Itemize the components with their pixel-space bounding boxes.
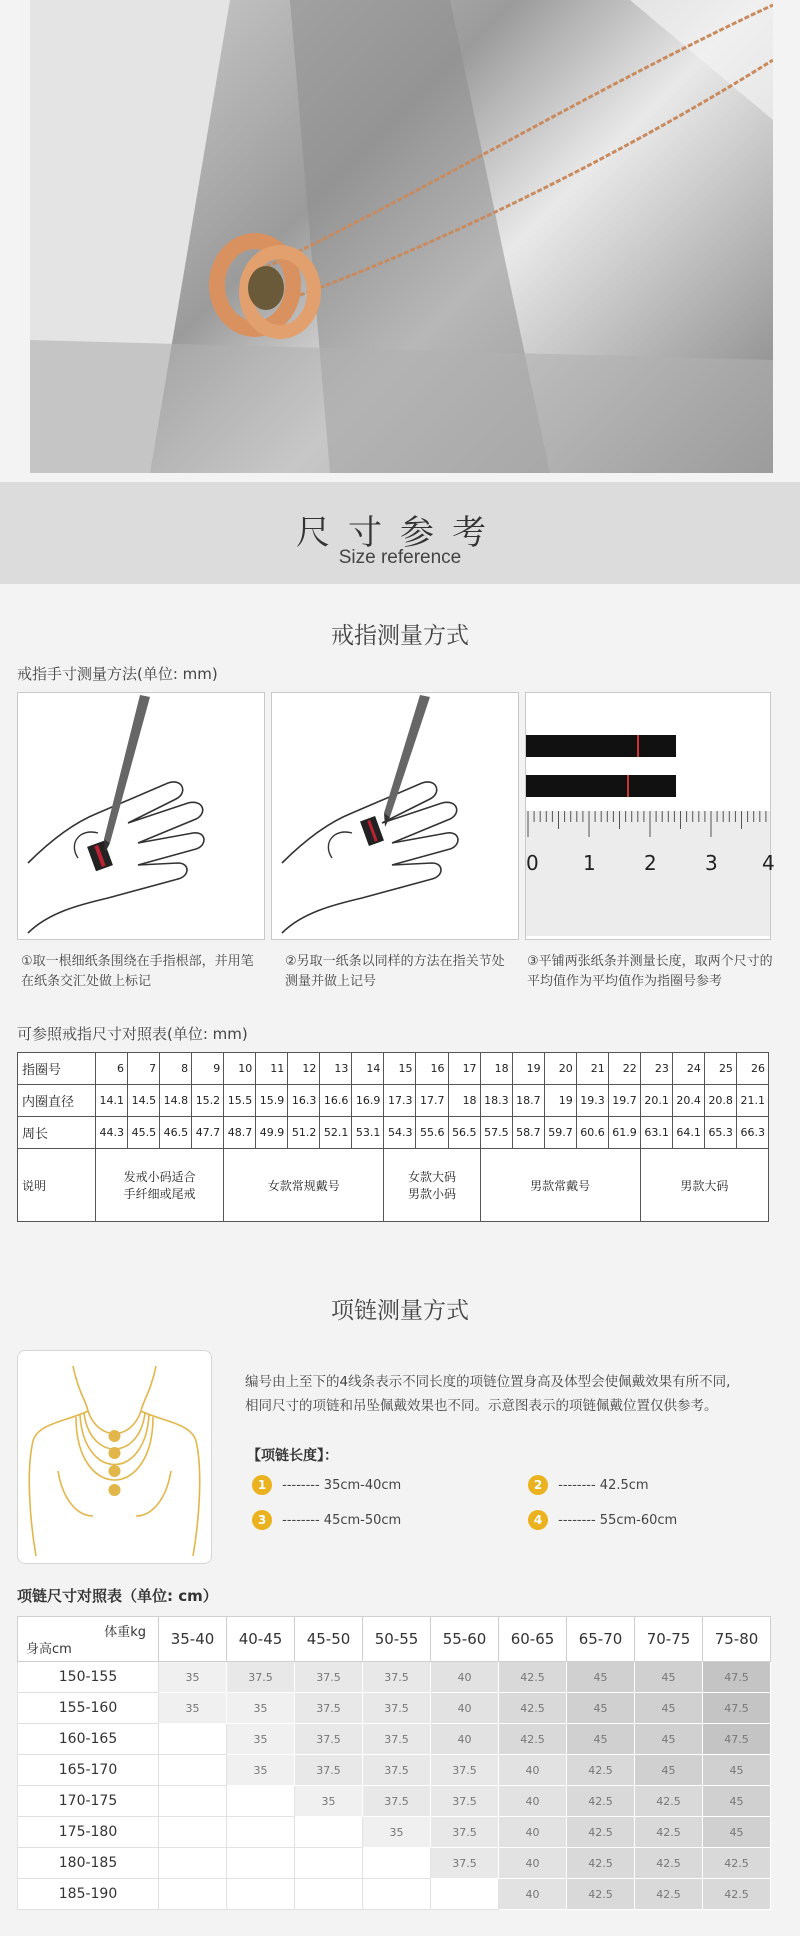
table-cell: 20.8 — [704, 1085, 736, 1117]
table-cell: 20 — [544, 1053, 576, 1085]
ruler-number-3: 3 — [705, 851, 718, 875]
table-cell: 45 — [567, 1724, 635, 1755]
length-text: -------- 35cm-40cm — [282, 1478, 402, 1493]
table-cell: 66.3 — [736, 1117, 768, 1149]
table-cell: 45 — [567, 1693, 635, 1724]
table-cell: 35 — [227, 1755, 295, 1786]
weight-header: 45-50 — [295, 1617, 363, 1662]
table-cell: 37.5 — [363, 1786, 431, 1817]
page-subtitle: Size reference — [338, 547, 462, 568]
table-cell: 45 — [635, 1755, 703, 1786]
table-cell: 37.5 — [295, 1693, 363, 1724]
ring-step2-illustration — [271, 692, 519, 940]
table-cell: 35 — [227, 1724, 295, 1755]
table-cell: 51.2 — [288, 1117, 320, 1149]
table-cell: 18.3 — [480, 1085, 512, 1117]
table-cell: 12 — [288, 1053, 320, 1085]
number-badge: 4 — [528, 1510, 548, 1530]
table-cell: 42.5 — [635, 1817, 703, 1848]
table-cell: 42.5 — [703, 1879, 771, 1910]
table-cell: 49.9 — [256, 1117, 288, 1149]
table-cell: 42.5 — [567, 1848, 635, 1879]
table-cell: 19 — [544, 1085, 576, 1117]
table-cell: 48.7 — [224, 1117, 256, 1149]
table-cell: 18.7 — [512, 1085, 544, 1117]
table-cell — [431, 1879, 499, 1910]
table-cell: 42.5 — [499, 1662, 567, 1693]
weight-axis-label: 体重kg — [104, 1625, 146, 1640]
table-cell: 46.5 — [160, 1117, 192, 1149]
ring-section-title: 戒指测量方式 — [331, 623, 469, 649]
table-cell: 45 — [703, 1786, 771, 1817]
table-row — [18, 1848, 771, 1879]
table-cell: 19 — [512, 1053, 544, 1085]
height-header: 180-185 — [18, 1848, 159, 1879]
table-cell: 44.3 — [96, 1117, 128, 1149]
page-title: 尺寸参考 — [296, 513, 504, 553]
table-cell: 42.5 — [567, 1786, 635, 1817]
table-cell: 14.1 — [96, 1085, 128, 1117]
table-cell: 17 — [448, 1053, 480, 1085]
table-cell: 6 — [96, 1053, 128, 1085]
table-cell: 45 — [635, 1693, 703, 1724]
table-cell: 47.5 — [703, 1693, 771, 1724]
ruler-number-0: 0 — [526, 851, 539, 875]
table-cell: 64.1 — [672, 1117, 704, 1149]
table-cell: 40 — [499, 1755, 567, 1786]
table-cell: 15.2 — [192, 1085, 224, 1117]
table-cell: 15.9 — [256, 1085, 288, 1117]
table-cell: 20.1 — [640, 1085, 672, 1117]
table-cell: 54.3 — [384, 1117, 416, 1149]
table-cell: 45 — [703, 1755, 771, 1786]
necklace-desc-line2: 相同尺寸的项链和吊坠佩戴效果也不同。示意图表示的项链佩戴位置仅供参考。 — [245, 1398, 718, 1414]
table-cell: 42.5 — [499, 1693, 567, 1724]
table-cell: 37.5 — [363, 1755, 431, 1786]
table-cell: 20.4 — [672, 1085, 704, 1117]
ring-step1-text: ①取一根细纸条围绕在手指根部，并用笔在纸条交汇处做上标记 — [21, 954, 254, 989]
length-text: -------- 42.5cm — [558, 1478, 649, 1493]
height-header: 170-175 — [18, 1786, 159, 1817]
table-cell: 37.5 — [431, 1817, 499, 1848]
table-cell — [363, 1848, 431, 1879]
length-legend-1 — [252, 1475, 401, 1495]
table-cell: 18 — [448, 1085, 480, 1117]
table-cell: 37.5 — [363, 1662, 431, 1693]
ring-step3-illustration — [525, 692, 775, 940]
table-cell: 59.7 — [544, 1117, 576, 1149]
table-cell: 23 — [640, 1053, 672, 1085]
table-cell: 35 — [363, 1817, 431, 1848]
weight-header: 35-40 — [159, 1617, 227, 1662]
table-cell: 35 — [159, 1693, 227, 1724]
table-cell: 45 — [635, 1724, 703, 1755]
table-cell: 14.8 — [160, 1085, 192, 1117]
table-cell: 37.5 — [295, 1724, 363, 1755]
length-text: -------- 45cm-50cm — [282, 1513, 402, 1528]
table-cell: 37.5 — [363, 1693, 431, 1724]
table-cell: 37.5 — [363, 1724, 431, 1755]
table-cell: 7 — [128, 1053, 160, 1085]
table-cell: 37.5 — [431, 1848, 499, 1879]
ring-step2-text: ②另取一纸条以同样的方法在指关节处测量并做上记号 — [285, 954, 505, 989]
table-cell: 17.7 — [416, 1085, 448, 1117]
table-cell: 10 — [224, 1053, 256, 1085]
height-header: 175-180 — [18, 1817, 159, 1848]
table-row — [18, 1755, 771, 1786]
necklace-table-label: 项链尺寸对照表（单位: cm） — [17, 1587, 218, 1605]
table-cell: 42.5 — [635, 1848, 703, 1879]
necklace-size-table — [17, 1616, 771, 1910]
table-row — [18, 1786, 771, 1817]
table-cell: 37.5 — [227, 1662, 295, 1693]
table-cell: 56.5 — [448, 1117, 480, 1149]
weight-header: 50-55 — [363, 1617, 431, 1662]
table-cell: 42.5 — [567, 1817, 635, 1848]
table-cell: 22 — [608, 1053, 640, 1085]
height-header: 160-165 — [18, 1724, 159, 1755]
table-cell: 21 — [576, 1053, 608, 1085]
height-header: 150-155 — [18, 1662, 159, 1693]
table-cell: 15.5 — [224, 1085, 256, 1117]
necklace-section-title: 项链测量方式 — [331, 1298, 469, 1324]
table-cell: 17.3 — [384, 1085, 416, 1117]
table-cell: 19.7 — [608, 1085, 640, 1117]
ring-table-diameter-row — [18, 1085, 769, 1117]
weight-header: 60-65 — [499, 1617, 567, 1662]
table-cell: 16.3 — [288, 1085, 320, 1117]
table-row — [18, 1662, 771, 1693]
table-cell: 42.5 — [567, 1755, 635, 1786]
row-header: 内圈直径 — [18, 1085, 96, 1117]
table-cell: 14 — [352, 1053, 384, 1085]
table-cell: 8 — [160, 1053, 192, 1085]
table-cell: 53.1 — [352, 1117, 384, 1149]
necklace-desc-line1: 编号由上至下的4线条表示不同长度的项链位置身高及体型会使佩戴效果有所不同, — [245, 1374, 731, 1390]
table-cell: 42.5 — [567, 1879, 635, 1910]
table-corner — [18, 1617, 159, 1662]
table-cell: 40 — [499, 1848, 567, 1879]
weight-header: 55-60 — [431, 1617, 499, 1662]
ring-step1-illustration — [17, 692, 265, 940]
length-legend-2 — [528, 1475, 649, 1495]
table-cell: 13 — [320, 1053, 352, 1085]
table-cell: 18 — [480, 1053, 512, 1085]
weight-header: 70-75 — [635, 1617, 703, 1662]
length-legend-4 — [528, 1510, 677, 1530]
note-cell: 女款大码 男款小码 — [384, 1149, 480, 1222]
table-cell — [227, 1879, 295, 1910]
note-cell: 发戒小码适合 手纤细或尾戒 — [96, 1149, 224, 1222]
number-badge: 3 — [252, 1510, 272, 1530]
ring-table-notes-row — [18, 1149, 769, 1222]
table-cell: 37.5 — [431, 1786, 499, 1817]
table-cell — [295, 1879, 363, 1910]
table-cell — [227, 1786, 295, 1817]
table-cell: 9 — [192, 1053, 224, 1085]
ring-table-label: 可参照戒指尺寸对照表(单位: mm) — [17, 1025, 248, 1043]
table-cell: 61.9 — [608, 1117, 640, 1149]
table-cell: 47.5 — [703, 1662, 771, 1693]
table-row — [18, 1724, 771, 1755]
height-header: 165-170 — [18, 1755, 159, 1786]
necklace-position-illustration — [17, 1350, 212, 1564]
length-text: -------- 55cm-60cm — [558, 1513, 678, 1528]
table-cell: 40 — [431, 1724, 499, 1755]
table-cell: 14.5 — [128, 1085, 160, 1117]
table-cell — [159, 1817, 227, 1848]
table-cell — [159, 1786, 227, 1817]
height-axis-label: 身高cm — [26, 1642, 72, 1657]
note-cell: 男款大码 — [640, 1149, 768, 1222]
ring-table-size-row — [18, 1053, 769, 1085]
table-cell: 40 — [431, 1662, 499, 1693]
table-cell: 37.5 — [431, 1755, 499, 1786]
table-cell — [227, 1848, 295, 1879]
number-badge: 1 — [252, 1475, 272, 1495]
table-cell: 37.5 — [295, 1662, 363, 1693]
table-cell: 35 — [159, 1662, 227, 1693]
table-row — [18, 1817, 771, 1848]
row-header: 指圈号 — [18, 1053, 96, 1085]
table-row — [18, 1693, 771, 1724]
ring-size-table — [17, 1052, 769, 1222]
table-row — [18, 1879, 771, 1910]
necklace-table-header-row — [18, 1617, 771, 1662]
table-cell — [159, 1879, 227, 1910]
table-cell: 63.1 — [640, 1117, 672, 1149]
table-cell: 47.7 — [192, 1117, 224, 1149]
table-cell: 35 — [295, 1786, 363, 1817]
table-cell: 60.6 — [576, 1117, 608, 1149]
necklace-length-label: 【项链长度】： — [247, 1448, 338, 1464]
note-cell: 男款常戴号 — [480, 1149, 640, 1222]
height-header: 155-160 — [18, 1693, 159, 1724]
table-cell: 42.5 — [635, 1879, 703, 1910]
table-cell: 11 — [256, 1053, 288, 1085]
table-cell — [363, 1879, 431, 1910]
weight-header: 40-45 — [227, 1617, 295, 1662]
table-cell: 26 — [736, 1053, 768, 1085]
length-legend-3 — [252, 1510, 401, 1530]
table-cell: 40 — [499, 1879, 567, 1910]
table-cell: 15 — [384, 1053, 416, 1085]
table-cell: 42.5 — [703, 1848, 771, 1879]
table-cell: 24 — [672, 1053, 704, 1085]
table-cell: 42.5 — [635, 1786, 703, 1817]
ruler-number-2: 2 — [644, 851, 657, 875]
table-cell: 37.5 — [295, 1755, 363, 1786]
ring-table-circumference-row — [18, 1117, 769, 1149]
table-cell: 35 — [227, 1693, 295, 1724]
row-header: 周长 — [18, 1117, 96, 1149]
table-cell: 40 — [499, 1786, 567, 1817]
height-header: 185-190 — [18, 1879, 159, 1910]
note-cell: 女款常规戴号 — [224, 1149, 384, 1222]
table-cell: 65.3 — [704, 1117, 736, 1149]
product-photo — [30, 0, 773, 473]
table-cell: 16 — [416, 1053, 448, 1085]
weight-header: 75-80 — [703, 1617, 771, 1662]
table-cell: 45 — [567, 1662, 635, 1693]
table-cell: 42.5 — [499, 1724, 567, 1755]
weight-header: 65-70 — [567, 1617, 635, 1662]
table-cell: 19.3 — [576, 1085, 608, 1117]
table-cell: 16.6 — [320, 1085, 352, 1117]
ruler-number-4: 4 — [762, 851, 775, 875]
table-cell: 40 — [499, 1817, 567, 1848]
ring-step3-text: ③平铺两张纸条并测量长度，取两个尺寸的平均值作为平均值作为指圈号参考 — [527, 954, 773, 989]
table-cell: 45 — [635, 1662, 703, 1693]
table-cell: 58.7 — [512, 1117, 544, 1149]
table-cell: 45 — [703, 1817, 771, 1848]
table-cell: 16.9 — [352, 1085, 384, 1117]
table-cell — [295, 1817, 363, 1848]
table-cell — [295, 1848, 363, 1879]
table-cell — [227, 1817, 295, 1848]
table-cell: 55.6 — [416, 1117, 448, 1149]
table-cell — [159, 1724, 227, 1755]
table-cell — [159, 1755, 227, 1786]
row-header: 说明 — [18, 1149, 96, 1222]
ruler-number-1: 1 — [583, 851, 596, 875]
table-cell: 25 — [704, 1053, 736, 1085]
table-cell: 21.1 — [736, 1085, 768, 1117]
table-cell — [159, 1848, 227, 1879]
number-badge: 2 — [528, 1475, 548, 1495]
table-cell: 52.1 — [320, 1117, 352, 1149]
table-cell: 57.5 — [480, 1117, 512, 1149]
table-cell: 47.5 — [703, 1724, 771, 1755]
table-cell: 40 — [431, 1693, 499, 1724]
ring-method-label: 戒指手寸测量方法(单位: mm) — [17, 665, 218, 683]
table-cell: 45.5 — [128, 1117, 160, 1149]
